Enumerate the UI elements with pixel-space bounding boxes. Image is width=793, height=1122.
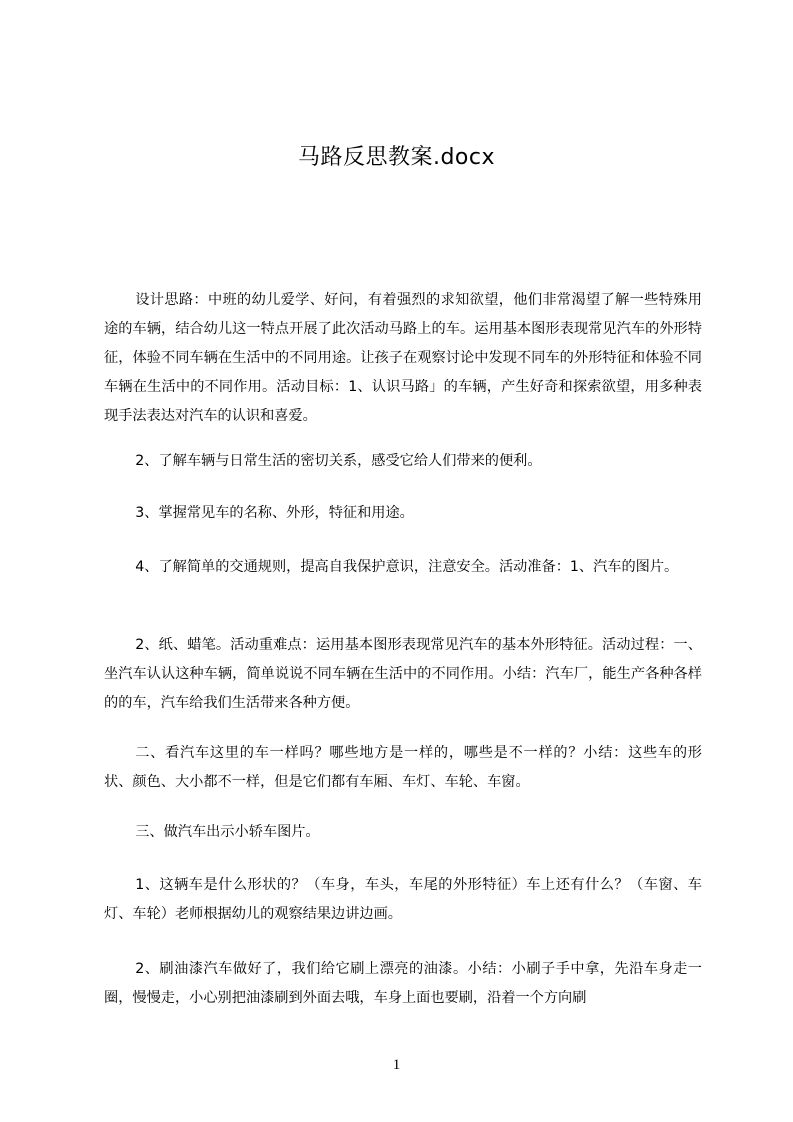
paragraph-design-idea: 设计思路：中班的幼儿爱学、好问，有着强烈的求知欲望，他们非常渴望了解一些特殊用途的车辆，结合幼儿这一特点开展了此次活动马路上的车。运用基本图形表现常见汽车的外形特征，体验不同车辆在生活中的不同用途。让孩子在观察讨论中发现不同车的外形特征和体验不同车辆在生活中的不同作用。活动目标：1、认识马路」的车辆，产生好奇和探索欲望，用多种表现手法表达对汽车的认识和喜爱。 bbox=[104, 292, 702, 424]
document-title: 马路反思教案.docx bbox=[297, 145, 496, 170]
paragraph-goal-2: 2、了解车辆与日常生活的密切关系，感受它给人们带来的便利。 bbox=[135, 453, 542, 469]
paragraph-goal-4: 4、了解简单的交通规则，提高自我保护意识，注意安全。活动准备：1、汽车的图片。 bbox=[135, 559, 679, 575]
page-number: 1 bbox=[392, 1057, 401, 1073]
paragraph-prep-process: 2、纸、蜡笔。活动重难点：运用基本图形表现常见汽车的基本外形特征。活动过程：一、坐汽车认认这种车辆，简单说说不同车辆在生活中的不同作用。小结：汽车厂，能生产各种各样的的车，汽车给我们生活带来各种方便。 bbox=[104, 637, 702, 711]
paragraph-step-3: 三、做汽车出示小轿车图片。 bbox=[135, 824, 320, 840]
paragraph-step-2: 二、看汽车这里的车一样吗？哪些地方是一样的，哪些是不一样的？小结：这些车的形状、颜色、大小都不一样，但是它们都有车厢、车灯、车轮、车窗。 bbox=[104, 745, 702, 790]
paragraph-goal-3: 3、掌握常见车的名称、外形，特征和用途。 bbox=[135, 505, 414, 521]
paragraph-step-3-1: 1、这辆车是什么形状的？（车身，车头，车尾的外形特征）车上还有什么？（车窗、车灯、车轮）老师根据幼儿的观察结果边讲边画。 bbox=[104, 877, 702, 922]
paragraph-step-3-2: 2、刷油漆汽车做好了，我们给它刷上漂亮的油漆。小结：小刷子手中拿，先沿车身走一圈，慢慢走，小心别把油漆刷到外面去哦，车身上面也要刷，沿着一个方向刷 bbox=[104, 961, 702, 1006]
